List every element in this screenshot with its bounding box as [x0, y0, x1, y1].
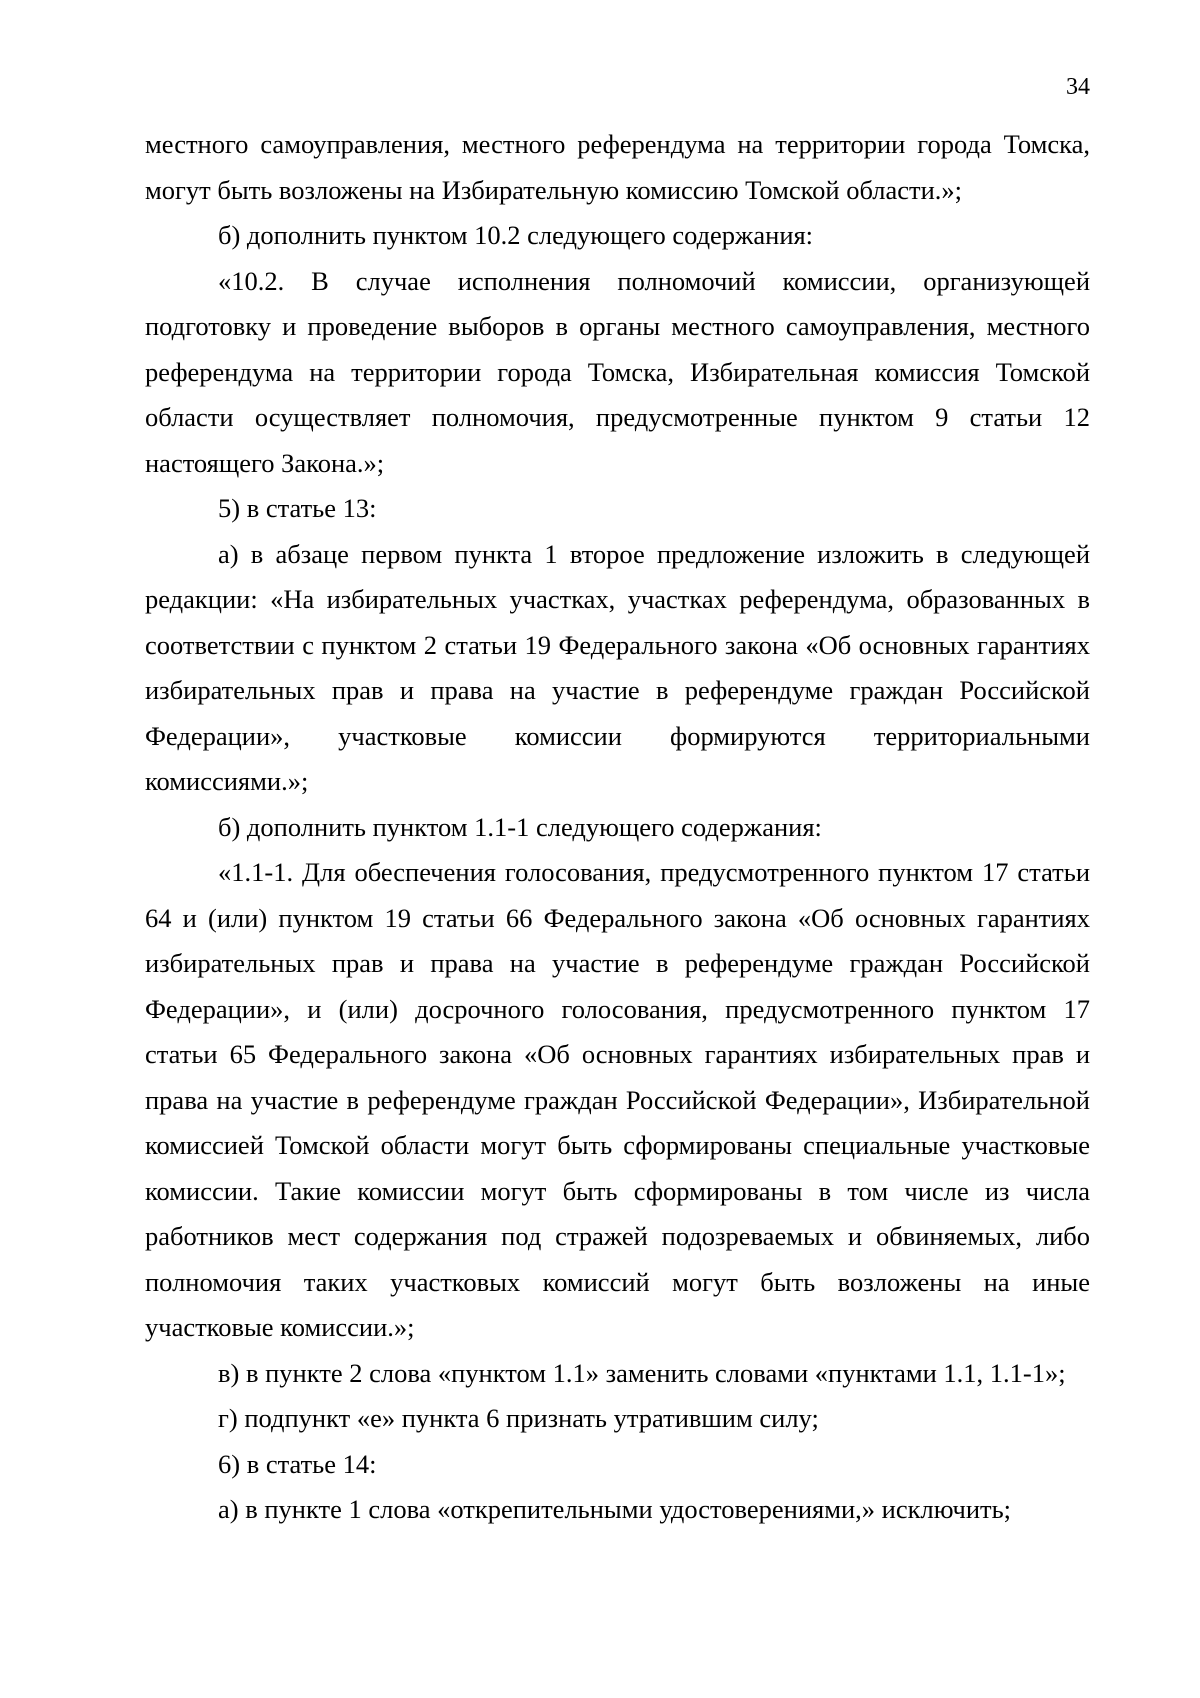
paragraph: б) дополнить пунктом 1.1-1 следующего содержания: — [218, 811, 822, 842]
paragraph: 5) в статье 13: — [218, 493, 377, 523]
paragraph: в) в пункте 2 слова «пунктом 1.1» заменить словами «пунктами 1.1, 1.1-1»; — [218, 1357, 1066, 1388]
paragraph: а) в пункте 1 слова «открепительными удостоверениями,» исключить; — [218, 1494, 1012, 1524]
paragraph: местного самоуправления, местного референдума на территории города Томска, могут быть возложены на Избирательную комиссию Томской области.»; — [145, 129, 1090, 205]
paragraph: «1.1-1. Для обеспечения голосования, предусмотренного пунктом 17 статьи 64 и (или) пунктом 19 статьи 66 Федерального закона «Об основных гарантиях избирательных прав и права на участие в референдуме граждан Российской Федерации», и (или) досрочного голосования, предусмотренного пунктом 17 статьи 65 Федерального закона «Об основных гарантиях избирательных прав и права на участие в референдуме граждан Российской Федерации», Избирательной комиссией Томской области могут быть сформированы специальные участковые комиссии. Такие комиссии могут быть сформированы в том числе из числа работников мест содержания под стражей подозреваемых и обвиняемых, либо полномочия таких участковых комиссий могут быть возложены на иные участковые комиссии.»; — [145, 857, 1090, 1342]
paragraph: г) подпункт «е» пункта 6 признать утратившим силу; — [218, 1403, 819, 1433]
paragraph: б) дополнить пунктом 10.2 следующего содержания: — [218, 220, 814, 250]
paragraph: «10.2. В случае исполнения полномочий комиссии, организующей подготовку и проведение выборов в органы местного самоуправления, местного референдума на территории города Томска, Избирательная комиссия Томской области осуществляет полномочия, предусмотренные пунктом 9 статьи 12 настоящего Закона.»; — [145, 265, 1090, 478]
page-number: 34 — [1066, 74, 1090, 100]
paragraph: а) в абзаце первом пункта 1 второе предложение изложить в следующей редакции: «На избирательных участках, участках референдума, образованных в соответствии с пунктом 2 статьи 19 Федерального закона «Об основных гарантиях избирательных прав и права на участие в референдуме граждан Российской Федерации», участковые комиссии формируются территориальными комиссиями.»; — [145, 538, 1090, 796]
document-body — [145, 122, 1090, 1533]
paragraph: 6) в статье 14: — [218, 1448, 377, 1479]
